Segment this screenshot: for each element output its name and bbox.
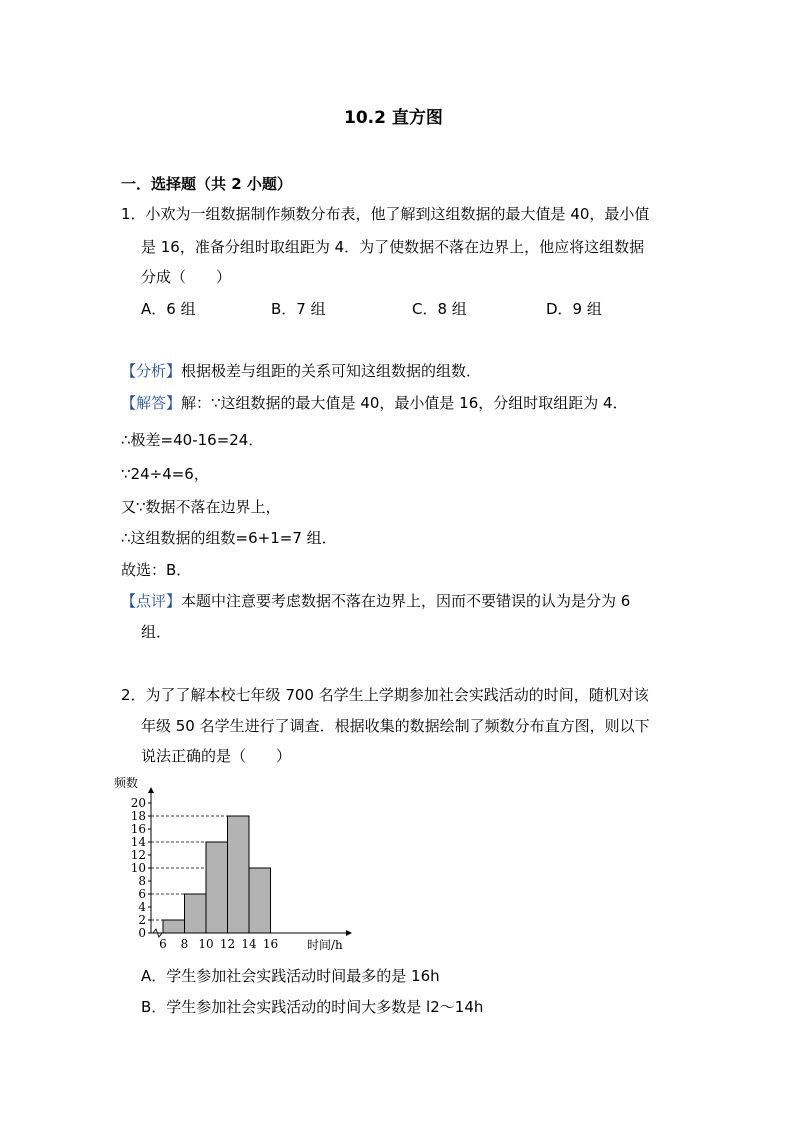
histogram-bar-10-12 xyxy=(206,842,228,933)
solution-step-4: ∴这组数据的组数=6+1=7 组． xyxy=(121,529,337,547)
histogram-bar-8-10 xyxy=(185,894,207,933)
question-1-option-a: A．6 组 xyxy=(141,300,196,318)
x-tick-label-6: 6 xyxy=(159,937,167,951)
question-1-line-3: 分成（ ） xyxy=(141,268,232,286)
y-axis-arrow xyxy=(148,787,154,793)
solution-line xyxy=(121,396,628,411)
question-1-line-2: 是 16，准备分组时取组距为 4．为了使数据不落在边界上，他应将这组数据 xyxy=(141,238,645,256)
question-2-line-2: 年级 50 名学生进行了调查．根据收集的数据绘制了频数分布直方图，则以下 xyxy=(141,717,650,735)
y-tick-label-6: 6 xyxy=(138,887,146,901)
question-1-option-c: C．8 组 xyxy=(412,300,467,318)
comment-tag: 【点评】 xyxy=(121,592,182,610)
question-1-option-b: B．7 组 xyxy=(271,300,326,318)
analysis-tag: 【分析】 xyxy=(121,362,182,380)
page-title: 10.2 直方图 xyxy=(344,108,443,128)
comment-text-1: 本题中注意要考虑数据不落在边界上，因而不要错误的认为是分为 6 xyxy=(181,592,631,610)
question-1-line-1: 1．小欢为一组数据制作频数分布表，他了解到这组数据的最大值是 40，最小值 xyxy=(121,205,650,223)
question-2-line-3: 说法正确的是（ ） xyxy=(141,747,292,765)
histogram-bar-6-8 xyxy=(163,920,185,933)
comment-line-1 xyxy=(121,594,630,609)
comment-line-2: 组． xyxy=(141,623,172,641)
y-tick-label-12: 12 xyxy=(130,848,146,862)
analysis-line xyxy=(121,364,481,379)
solution-step-1: ∴极差=40-16=24． xyxy=(121,431,264,449)
section-heading: 一．选择题（共 2 小题） xyxy=(121,175,292,193)
x-axis-arrow xyxy=(346,930,352,936)
x-tick-label-12: 12 xyxy=(219,937,236,951)
question-2-option-b: B．学生参加社会实践活动的时间大多数是 l2～14h xyxy=(141,998,484,1016)
solution-text: 解：∵这组数据的最大值是 40，最小值是 16，分组时取组距为 4． xyxy=(181,394,628,412)
solution-tag: 【解答】 xyxy=(121,394,182,412)
y-tick-label-18: 18 xyxy=(130,809,146,823)
y-tick-label-8: 8 xyxy=(138,874,146,888)
x-tick-label-14: 14 xyxy=(241,937,257,951)
y-tick-label-20: 20 xyxy=(130,796,146,810)
question-2-line-1: 2．为了了解本校七年级 700 名学生上学期参加社会实践活动的时间，随机对该 xyxy=(121,686,649,704)
x-tick-label-10: 10 xyxy=(198,937,214,951)
solution-step-3: 又∵数据不落在边界上， xyxy=(121,498,281,516)
question-2-option-a: A．学生参加社会实践活动时间最多的是 16h xyxy=(141,967,440,985)
y-tick-label-10: 10 xyxy=(130,861,146,875)
y-axis-label: 频数 xyxy=(114,776,139,790)
x-tick-label-8: 8 xyxy=(180,937,189,951)
y-tick-label-2: 2 xyxy=(138,913,146,927)
solution-step-2: ∵24÷4=6， xyxy=(121,465,209,483)
histogram-bar-14-16 xyxy=(249,868,271,933)
frequency-histogram xyxy=(110,775,360,955)
x-tick-label-16: 16 xyxy=(262,937,279,951)
question-1-option-d: D．9 组 xyxy=(546,300,602,318)
y-tick-label-0: 0 xyxy=(138,926,146,940)
histogram-bar-12-14 xyxy=(228,816,250,933)
y-tick-label-16: 16 xyxy=(130,822,146,836)
x-axis-label: 时间/h xyxy=(307,938,343,952)
analysis-text: 根据极差与组距的关系可知这组数据的组数． xyxy=(181,362,482,380)
y-tick-label-4: 4 xyxy=(138,900,146,914)
y-tick-label-14: 14 xyxy=(130,835,146,849)
solution-answer: 故选：B． xyxy=(121,561,192,579)
